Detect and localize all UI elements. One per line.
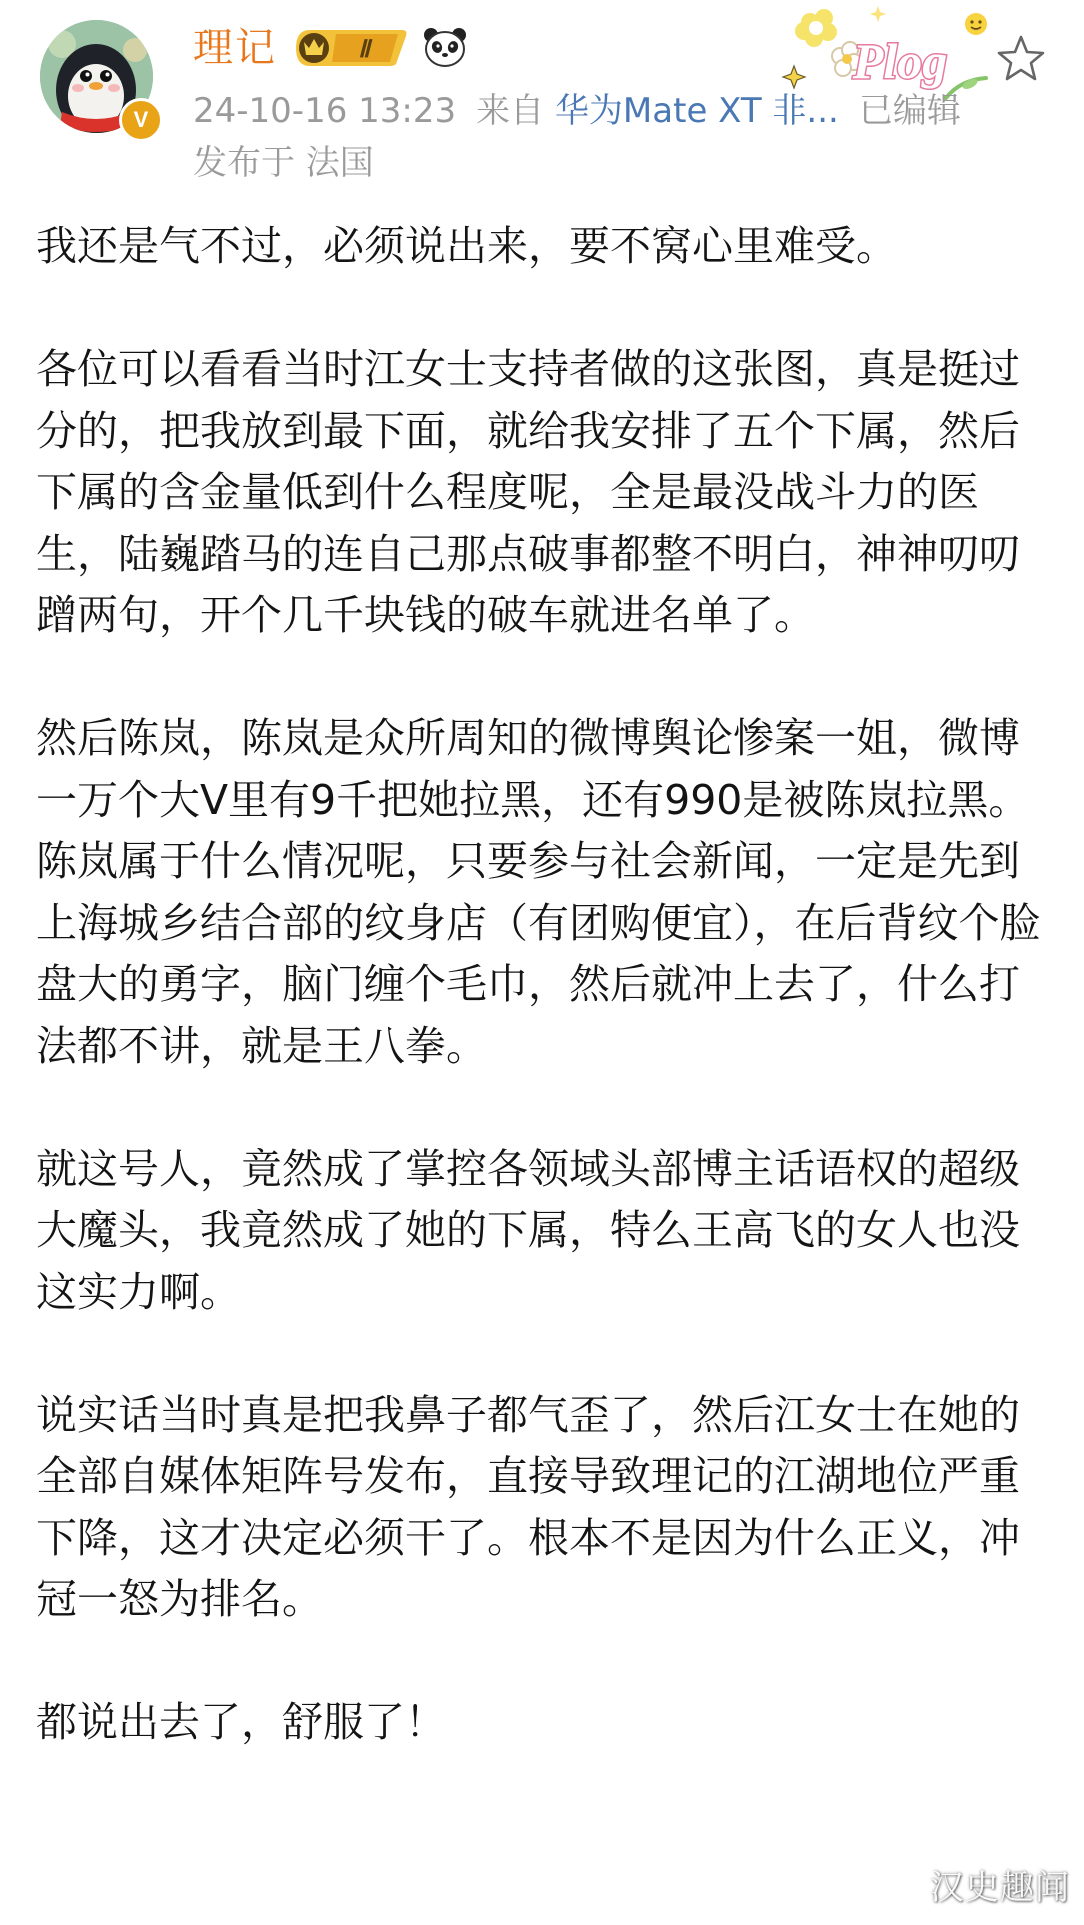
username[interactable]: 理记 xyxy=(193,25,277,71)
post-paragraph: 各位可以看看当时江女士支持者做的这张图，真是挺过分的，把我放到最下面，就给我安排了五个下属，然后下属的含金量低到什么程度呢，全是最没战斗力的医生，陆巍踏马的连自己那点破事都整不明白，神神叨叨蹭两句，开个几千块钱的破车就进名单了。 xyxy=(36,345,1020,639)
star-icon xyxy=(996,34,1046,82)
vip-level-text: Ⅱ xyxy=(358,37,370,63)
smiley-icon xyxy=(965,13,987,35)
post-paragraph: 说实话当时真是把我鼻子都气歪了，然后江女士在她的全部自媒体矩阵号发布，直接导致理记的江湖地位严重下降，这才决定必须干了。根本不是因为什么正义，冲冠一怒为排名。 xyxy=(36,1390,1020,1623)
vip-level-badge[interactable] xyxy=(292,28,410,72)
source-device-link[interactable]: 华为Mate XT 非... xyxy=(554,91,839,131)
panda-icon xyxy=(422,26,468,72)
post-location: 发布于 法国 xyxy=(193,143,374,183)
post-timestamp: 24-10-16 13:23 xyxy=(193,91,457,131)
post-body xyxy=(36,216,1046,1754)
watermark: 汉史趣闻 xyxy=(930,1868,1070,1908)
post-meta xyxy=(193,88,961,134)
post-paragraph: 然后陈岚，陈岚是众所周知的微博舆论惨案一姐，微博一万个大V里有9千把她拉黑，还有990是被陈岚拉黑。陈岚属于什么情况呢，只要参与社会新闻，一定是先到上海城乡结合部的纹身店（有团购便宜），在后背纹个脸盘大的勇字，脑门缠个毛巾，然后就冲上去了，什么打法都不讲，就是王八拳。 xyxy=(36,714,1041,1070)
flower-icon xyxy=(795,9,837,47)
edited-label[interactable]: 已编辑 xyxy=(858,91,961,131)
plog-text: Plog xyxy=(852,33,948,89)
favorite-star-button[interactable] xyxy=(996,34,1046,86)
post-paragraph: 都说出去了，舒服了！ xyxy=(36,1698,446,1746)
source-prefix: 来自 xyxy=(476,91,545,131)
post-paragraph: 就这号人，竟然成了掌控各领域头部博主话语权的超级大魔头，我竟然成了她的下属，特么王高飞的女人也没这实力啊。 xyxy=(36,1144,1020,1316)
post-paragraph: 我还是气不过，必须说出来，要不窝心里难受。 xyxy=(36,222,897,270)
verified-badge-icon: V xyxy=(119,98,163,142)
